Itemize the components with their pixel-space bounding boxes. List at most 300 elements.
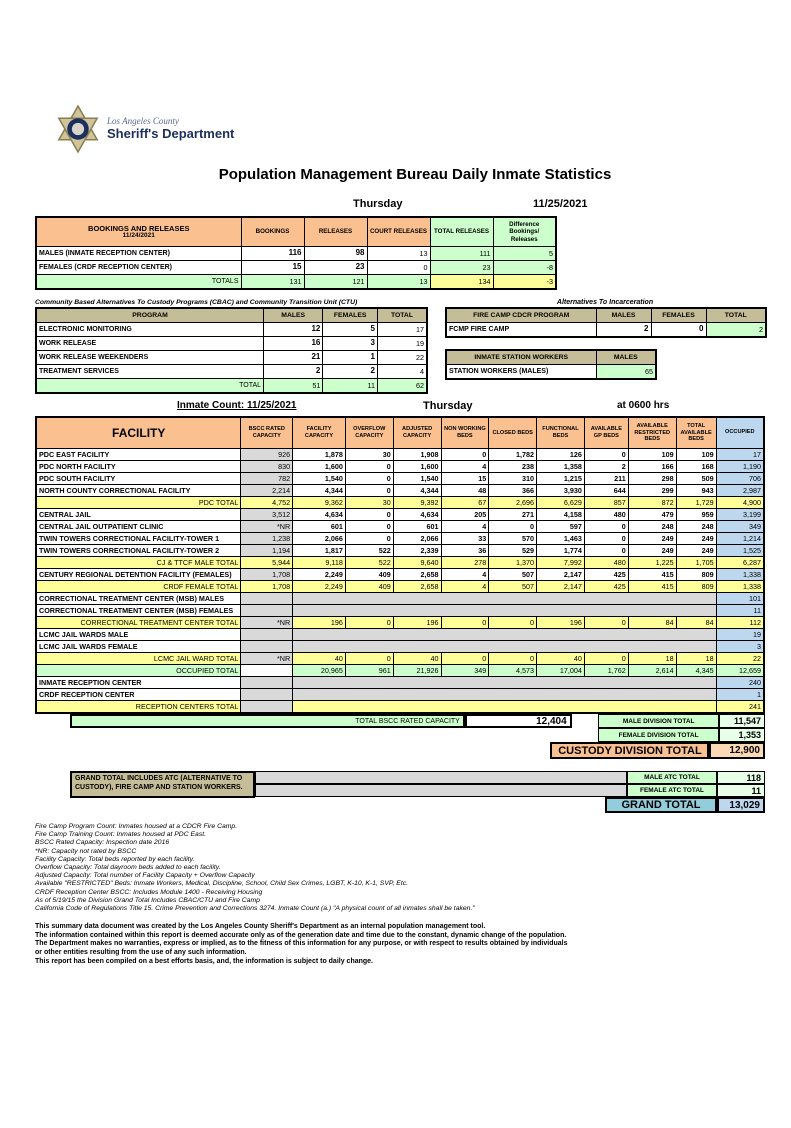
fire-camp-header-row	[446, 308, 766, 323]
col-header-available-gp-beds: AVAILABLE GP BEDS	[584, 417, 628, 449]
beds-value: 2,147	[537, 569, 585, 581]
occupied-value: 1,525	[716, 545, 764, 557]
beds-value: 249	[628, 533, 676, 545]
bscc-value: 1,194	[241, 545, 293, 557]
programs-section	[35, 299, 765, 394]
facility-row	[36, 545, 764, 557]
beds-value: 48	[441, 485, 489, 497]
beds-value: 1,782	[489, 449, 537, 461]
occupied-value: 3,199	[716, 509, 764, 521]
beds-value: 6,629	[537, 497, 585, 509]
beds-value: 0	[345, 485, 393, 497]
footnote: Facility Capacity: Total beds reported by each facility.	[35, 855, 195, 863]
bookings-value: 116	[241, 247, 304, 261]
females-value: 2	[323, 365, 378, 379]
beds-value: 196	[537, 617, 585, 629]
females-value: 0	[651, 323, 706, 338]
beds-value: 857	[584, 497, 628, 509]
beds-value: 480	[584, 557, 628, 569]
total-value: 2	[706, 323, 766, 338]
facility-name: LCMC JAIL WARDS MALE	[36, 629, 241, 641]
beds-value: 211	[584, 473, 628, 485]
males-value: 16	[264, 337, 323, 351]
bscc-value	[241, 593, 293, 605]
beds-value: 366	[489, 485, 537, 497]
beds-value: 1,762	[584, 665, 628, 677]
facility-row	[36, 533, 764, 545]
occupied-value: 1	[716, 689, 764, 701]
col-header-adjusted-capacity: ADJUSTED CAPACITY	[393, 417, 441, 449]
bscc-value: *NR	[241, 521, 293, 533]
releases-value: 23	[304, 261, 367, 275]
disclaimer-line: or other entities resulting from the use of any such information.	[35, 949, 247, 957]
col-header-bscc-rated-capacity: BSCC RATED CAPACITY	[241, 417, 293, 449]
beds-value: 2,614	[628, 665, 676, 677]
bscc-value: *NR	[241, 653, 293, 665]
custody-division-total-label: CUSTODY DIVISION TOTAL	[550, 742, 709, 759]
beds-value: 7,992	[537, 557, 585, 569]
footnote: CRDF Reception Center BSCC: Includes Module 1400 - Receiving Housing	[35, 888, 263, 896]
beds-value: 1,600	[293, 461, 346, 473]
facility-name: CENTRAL JAIL OUTPATIENT CLINIC	[36, 521, 241, 533]
beds-value: 4,573	[489, 665, 537, 677]
bscc-value: 1,238	[241, 533, 293, 545]
inmate-count-day: Thursday	[423, 400, 473, 412]
total-label: RECEPTION CENTERS TOTAL	[36, 701, 241, 714]
beds-value: 529	[489, 545, 537, 557]
merged-empty	[293, 677, 716, 689]
facility-name: INMATE RECEPTION CENTER	[36, 677, 241, 689]
grand-total-label: GRAND TOTAL	[605, 797, 717, 813]
occupied-value: 1,338	[716, 569, 764, 581]
beds-value: 126	[537, 449, 585, 461]
beds-value: 1,878	[293, 449, 346, 461]
footnotes	[35, 823, 765, 913]
beds-value: 196	[393, 617, 441, 629]
merged-empty	[293, 593, 716, 605]
beds-value: 409	[345, 569, 393, 581]
beds-value: 109	[676, 449, 716, 461]
difference-value: 5	[493, 247, 556, 261]
beds-value: 0	[584, 533, 628, 545]
grand-total-note: GRAND TOTAL INCLUDES ATC (ALTERNATIVE TO CUSTODY), FIRE CAMP AND STATION WORKERS.	[70, 771, 255, 798]
total-label: CORRECTIONAL TREATMENT CENTER TOTAL	[36, 617, 241, 629]
footnote: Fire Camp Training Count: Inmates housed at PDC East.	[35, 831, 207, 839]
beds-value: 4,344	[393, 485, 441, 497]
beds-value: 248	[676, 521, 716, 533]
beds-value: 0	[584, 617, 628, 629]
bscc-value: 782	[241, 473, 293, 485]
beds-value: 40	[293, 653, 346, 665]
beds-value: 299	[628, 485, 676, 497]
bscc-value: 1,708	[241, 569, 293, 581]
court-releases-total: 13	[367, 275, 430, 290]
beds-value: 4	[441, 461, 489, 473]
facility-row	[36, 497, 764, 509]
program-label: TREATMENT SERVICES	[36, 365, 264, 379]
facility-row	[36, 581, 764, 593]
beds-value: 36	[441, 545, 489, 557]
total-value: 22	[377, 351, 427, 365]
report-page	[0, 104, 791, 966]
beds-value: 21,926	[393, 665, 441, 677]
agency-county: Los Angeles County	[107, 116, 179, 127]
bookings-row	[36, 261, 556, 275]
footnote: Overflow Capacity: Total dayroom beds added to each facility.	[35, 864, 221, 872]
beds-value: 0	[489, 521, 537, 533]
beds-value: 4,158	[537, 509, 585, 521]
day-date-line	[35, 198, 765, 213]
beds-value: 17,004	[537, 665, 585, 677]
beds-value: 298	[628, 473, 676, 485]
disclaimer	[35, 923, 765, 966]
bookings-releases-table	[35, 216, 557, 290]
beds-value: 0	[345, 509, 393, 521]
beds-value: 601	[393, 521, 441, 533]
beds-value: 425	[584, 581, 628, 593]
bookings-totals-row	[36, 275, 556, 290]
total-label: PDC TOTAL	[36, 497, 241, 509]
bscc-value: 5,944	[241, 557, 293, 569]
releases-value: 98	[304, 247, 367, 261]
facility-row	[36, 485, 764, 497]
facility-row	[36, 461, 764, 473]
merged-empty	[293, 629, 716, 641]
facility-row	[36, 449, 764, 461]
occupied-value: 22	[716, 653, 764, 665]
occupied-value: 101	[716, 593, 764, 605]
alternatives-block	[445, 299, 765, 394]
col-header-non-working-beds: NON WORKING BEDS	[441, 417, 489, 449]
male-atc-row	[255, 771, 765, 784]
inmate-count-line	[35, 400, 765, 414]
beds-value: 0	[345, 521, 393, 533]
facility-row	[36, 701, 764, 714]
col-header-bookings: BOOKINGS	[241, 217, 304, 247]
fire-camp-row	[446, 323, 766, 338]
beds-value: 1,817	[293, 545, 346, 557]
facility-row	[36, 569, 764, 581]
occupied-value: 19	[716, 629, 764, 641]
beds-value: 1,540	[393, 473, 441, 485]
beds-value: 0	[345, 533, 393, 545]
occupied-value: 17	[716, 449, 764, 461]
occupied-value: 349	[716, 521, 764, 533]
facility-row	[36, 689, 764, 701]
beds-value: 0	[489, 653, 537, 665]
beds-value: 0	[441, 449, 489, 461]
males-value: 2	[596, 323, 651, 338]
beds-value: 1,908	[393, 449, 441, 461]
beds-value: 961	[345, 665, 393, 677]
beds-value: 809	[676, 569, 716, 581]
beds-value: 278	[441, 557, 489, 569]
beds-value: 20,965	[293, 665, 346, 677]
cbac-row	[36, 323, 427, 337]
col-header-males: MALES	[596, 350, 656, 365]
bscc-value	[241, 641, 293, 653]
beds-value: 40	[393, 653, 441, 665]
beds-value: 0	[345, 461, 393, 473]
bscc-value	[241, 677, 293, 689]
cbac-title: Community Based Alternatives To Custody Programs (CBAC) and Community Transition Unit (CTU)	[35, 299, 358, 306]
beds-value: 4,345	[676, 665, 716, 677]
beds-value: 0	[584, 545, 628, 557]
bscc-value	[241, 629, 293, 641]
total-bscc-label: TOTAL BSCC RATED CAPACITY	[70, 714, 465, 728]
bscc-value: 1,708	[241, 581, 293, 593]
beds-value: 4	[441, 521, 489, 533]
facility-name: TWIN TOWERS CORRECTIONAL FACILITY-TOWER 1	[36, 533, 241, 545]
col-header-total-releases: TOTAL RELEASES	[430, 217, 493, 247]
col-header-station-workers: INMATE STATION WORKERS	[446, 350, 596, 365]
cbac-row	[36, 337, 427, 351]
male-atc-total-value: 118	[717, 771, 765, 784]
occupied-value: 1,214	[716, 533, 764, 545]
bscc-value: 830	[241, 461, 293, 473]
facility-name: CRDF RECEPTION CENTER	[36, 689, 241, 701]
beds-value: 507	[489, 569, 537, 581]
bookings-title-cell	[36, 217, 241, 247]
females-value: 5	[323, 323, 378, 337]
beds-value: 415	[628, 569, 676, 581]
bookings-value: 15	[241, 261, 304, 275]
beds-value: 2,066	[293, 533, 346, 545]
bookings-subtitle: 11/24/2021	[122, 231, 155, 239]
facility-name: CENTRAL JAIL	[36, 509, 241, 521]
beds-value: 2,249	[293, 569, 346, 581]
col-header-total: TOTAL	[377, 308, 427, 323]
beds-value: 959	[676, 509, 716, 521]
beds-value: 4	[441, 569, 489, 581]
beds-value: 18	[676, 653, 716, 665]
total-bscc-row	[70, 714, 765, 728]
occupied-value: 4,900	[716, 497, 764, 509]
col-header-functional-beds: FUNCTIONAL BEDS	[537, 417, 585, 449]
beds-value: 1,774	[537, 545, 585, 557]
occupied-value: 11	[716, 605, 764, 617]
beds-value: 1,600	[393, 461, 441, 473]
footnote: As of 5/19/15 the Division Grand Total Includes CBAC/CTU and Fire Camp	[35, 896, 260, 904]
col-header-facility-capacity: FACILITY CAPACITY	[293, 417, 346, 449]
bscc-value: *NR	[241, 617, 293, 629]
males-value: 65	[596, 365, 656, 380]
beds-value: 1,540	[293, 473, 346, 485]
total-releases-value: 23	[430, 261, 493, 275]
total-releases-value: 111	[430, 247, 493, 261]
bscc-value: 3,512	[241, 509, 293, 521]
facility-name: TWIN TOWERS CORRECTIONAL FACILITY-TOWER 2	[36, 545, 241, 557]
facility-row	[36, 677, 764, 689]
beds-value: 168	[676, 461, 716, 473]
total-value: 19	[377, 337, 427, 351]
agency-name	[107, 117, 234, 140]
disclaimer-line: This report has been compiled on a best efforts basis, and, the information is subject to daily change.	[35, 957, 374, 965]
beds-value: 1,225	[628, 557, 676, 569]
agency-logo	[55, 104, 765, 154]
beds-value: 1,729	[676, 497, 716, 509]
bscc-value	[241, 701, 293, 714]
beds-value: 0	[584, 449, 628, 461]
custody-division-total-value: 12,900	[709, 742, 765, 759]
beds-value: 480	[584, 509, 628, 521]
beds-value: 18	[628, 653, 676, 665]
bscc-value	[241, 665, 293, 677]
facility-row	[36, 593, 764, 605]
facility-statistics-table	[35, 416, 765, 714]
beds-value: 2,658	[393, 581, 441, 593]
col-header-facility: FACILITY	[36, 417, 241, 449]
beds-value: 15	[441, 473, 489, 485]
beds-value: 33	[441, 533, 489, 545]
beds-value: 0	[441, 617, 489, 629]
bookings-row	[36, 247, 556, 261]
col-header-court-releases: COURT RELEASES	[367, 217, 430, 247]
beds-value: 0	[345, 653, 393, 665]
station-workers-header-row	[446, 350, 656, 365]
beds-value: 9,362	[293, 497, 346, 509]
beds-value: 40	[537, 653, 585, 665]
grand-total-block	[70, 771, 765, 813]
beds-value: 0	[584, 653, 628, 665]
disclaimer-line: The information contained within this report is deemed accurate only as of the generation date and time due to the constant, dynamic change of the population.	[35, 931, 567, 939]
footnote: Adjusted Capacity: Total number of Facility Capacity + Overflow Capacity	[35, 872, 255, 880]
beds-value: 570	[489, 533, 537, 545]
grand-total-value: 13,029	[717, 797, 765, 813]
beds-value: 0	[345, 473, 393, 485]
grand-total-row	[255, 797, 765, 813]
bscc-value	[241, 605, 293, 617]
disclaimer-line: The Department makes no warranties, express or implied, as to the fitness of this information for any purpose, or with respect to results obtained by individuals	[35, 940, 568, 948]
bscc-value	[241, 689, 293, 701]
beds-value: 349	[441, 665, 489, 677]
female-division-row	[70, 728, 765, 742]
bookings-total: 131	[241, 275, 304, 290]
beds-value: 248	[628, 521, 676, 533]
beds-value: 2,066	[393, 533, 441, 545]
footnote: Fire Camp Program Count: Inmates housed at a CDCR Fire Camp.	[35, 823, 238, 830]
beds-value: 522	[345, 545, 393, 557]
beds-value: 597	[537, 521, 585, 533]
facility-row	[36, 557, 764, 569]
cbac-table	[35, 307, 428, 394]
beds-value: 509	[676, 473, 716, 485]
footnote: BSCC Rated Capacity: Inspection date 2016	[35, 839, 170, 847]
bookings-title: BOOKINGS AND RELEASES	[88, 223, 190, 233]
facility-name: LCMC JAIL WARDS FEMALE	[36, 641, 241, 653]
cbac-row	[36, 365, 427, 379]
weekday-label: Thursday	[353, 198, 403, 210]
occupied-value: 12,659	[716, 665, 764, 677]
male-division-total-label: MALE DIVISION TOTAL	[598, 714, 719, 728]
beds-value: 84	[676, 617, 716, 629]
males-value: 2	[264, 365, 323, 379]
beds-value: 425	[584, 569, 628, 581]
females-value: 1	[323, 351, 378, 365]
program-label: FCMP FIRE CAMP	[446, 323, 596, 338]
male-division-total-value: 11,547	[719, 714, 765, 728]
col-header-closed-beds: CLOSED BEDS	[489, 417, 537, 449]
beds-value: 9,392	[393, 497, 441, 509]
beds-value: 249	[628, 545, 676, 557]
total-releases-total: 134	[430, 275, 493, 290]
col-header-occupied: OCCUPIED	[716, 417, 764, 449]
beds-value: 479	[628, 509, 676, 521]
beds-value: 0	[584, 521, 628, 533]
beds-value: 4,634	[393, 509, 441, 521]
releases-total: 121	[304, 275, 367, 290]
report-date: 11/25/2021	[533, 198, 588, 210]
program-label: WORK RELEASE WEEKENDERS	[36, 351, 264, 365]
total-value: 17	[377, 323, 427, 337]
col-header-females: FEMALES	[651, 308, 706, 323]
footnote: Available "RESTRICTED" Beds: Inmate Workers, Medical, Discipline, School, Child Sex Crimes, LGBT, K-10, K-1, SVP, Etc.	[35, 880, 408, 888]
col-header-males: MALES	[264, 308, 323, 323]
occupied-value: 240	[716, 677, 764, 689]
male-atc-total-label: MALE ATC TOTAL	[627, 771, 717, 784]
occupied-value: 112	[716, 617, 764, 629]
merged-empty	[293, 701, 716, 714]
facility-row	[36, 521, 764, 533]
beds-value: 271	[489, 509, 537, 521]
beds-value: 249	[676, 545, 716, 557]
occupied-value: 3	[716, 641, 764, 653]
female-atc-total-label: FEMALE ATC TOTAL	[627, 784, 717, 797]
females-total: 11	[323, 379, 378, 394]
row-label: FEMALES (CRDF RECEPTION CENTER)	[36, 261, 241, 275]
beds-value: 1,358	[537, 461, 585, 473]
beds-value: 943	[676, 485, 716, 497]
beds-value: 9,640	[393, 557, 441, 569]
alternatives-title: Alternatives To Incarceration	[556, 299, 654, 306]
beds-value: 2,147	[537, 581, 585, 593]
facility-name: CORRECTIONAL TREATMENT CENTER (MSB) FEMALES	[36, 605, 241, 617]
beds-value: 1,463	[537, 533, 585, 545]
total-label: TOTAL	[36, 379, 264, 394]
beds-value: 809	[676, 581, 716, 593]
facility-name: PDC NORTH FACILITY	[36, 461, 241, 473]
beds-value: 4,634	[293, 509, 346, 521]
agency-department: Sheriff's Department	[107, 125, 235, 141]
beds-value: 84	[628, 617, 676, 629]
occupied-value: 1,190	[716, 461, 764, 473]
beds-value: 196	[293, 617, 346, 629]
beds-value: 644	[584, 485, 628, 497]
female-division-total-label: FEMALE DIVISION TOTAL	[598, 728, 719, 742]
beds-value: 2,658	[393, 569, 441, 581]
facility-row	[36, 617, 764, 629]
total-label: LCMC JAIL WARD TOTAL	[36, 653, 241, 665]
female-atc-row	[255, 784, 765, 797]
col-header-total: TOTAL	[706, 308, 766, 323]
col-header-available-restricted-beds: AVAILABLE RESTRICTED BEDS	[628, 417, 676, 449]
total-label: CRDF FEMALE TOTAL	[36, 581, 241, 593]
court-releases-value: 0	[367, 261, 430, 275]
fire-camp-table	[445, 307, 767, 338]
beds-value: 409	[345, 581, 393, 593]
beds-value: 1,705	[676, 557, 716, 569]
difference-total: -3	[493, 275, 556, 290]
footnote: California Code of Regulations Title 15. Crime Prevention and Corrections 3274. Inmate Count (a.) "A physical count of all inmates shall be taken."	[35, 905, 475, 913]
occupied-value: 2,987	[716, 485, 764, 497]
female-division-total-value: 1,353	[719, 728, 765, 742]
beds-value: 601	[293, 521, 346, 533]
total-value: 4	[377, 365, 427, 379]
beds-value: 4	[441, 581, 489, 593]
facility-name: PDC SOUTH FACILITY	[36, 473, 241, 485]
males-value: 12	[264, 323, 323, 337]
facility-row	[36, 509, 764, 521]
